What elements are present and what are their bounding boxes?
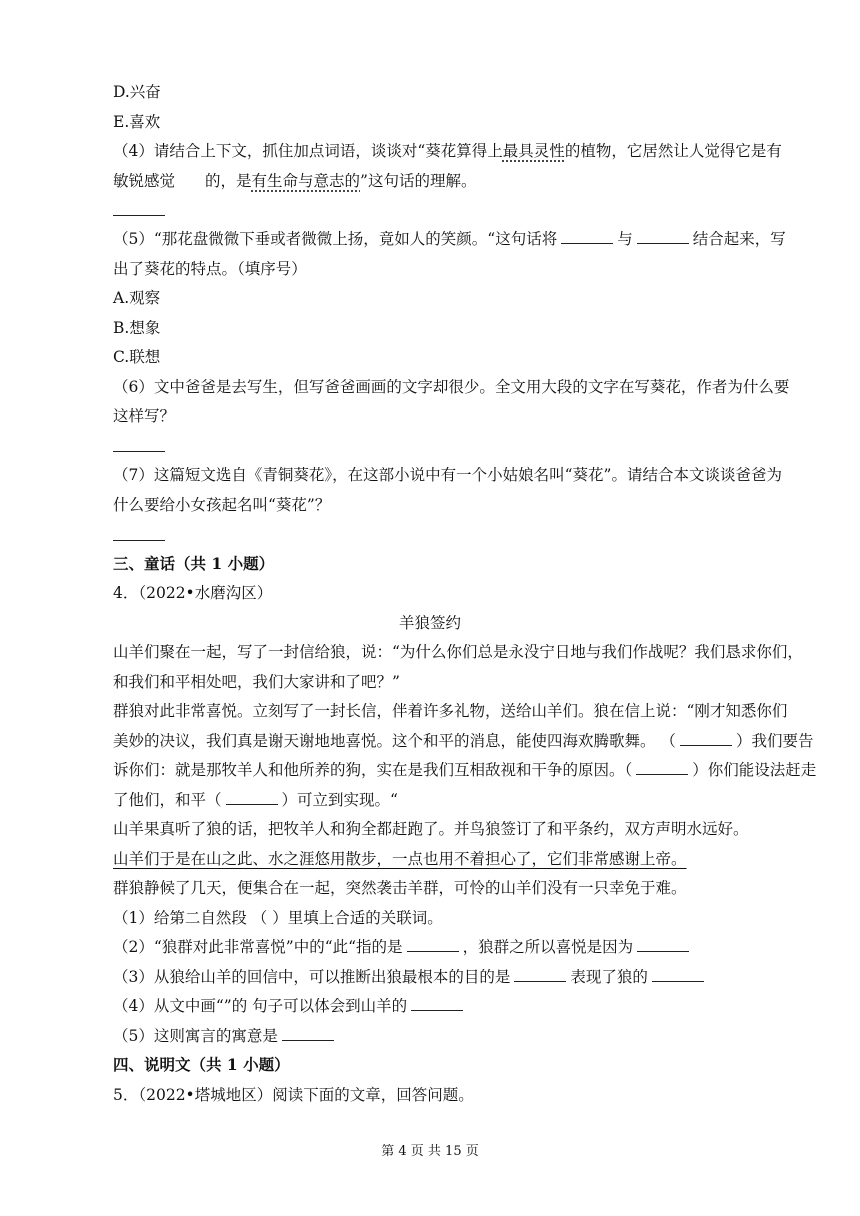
answer-blank-sq5[interactable] bbox=[282, 1026, 334, 1041]
answer-blank-sq3-2[interactable] bbox=[652, 967, 704, 982]
passage-title: 羊狼签约 bbox=[398, 614, 461, 632]
passage-text-f: ）可立到实现。“ bbox=[281, 791, 398, 809]
passage-line-9: 群狼静候了几天，便集合在一起，突然袭击羊群，可怜的山羊们没有一只幸免于难。 bbox=[113, 879, 687, 897]
question-4-line-1 bbox=[113, 140, 782, 162]
q4-dotted-phrase-1: 最具灵性 bbox=[502, 142, 565, 160]
conjunction-blank-1[interactable] bbox=[680, 731, 732, 746]
question-4-line-2 bbox=[113, 170, 476, 192]
sub-question-2 bbox=[113, 936, 693, 958]
question-7-line-2: 什么要给小女孩起名叫“葵花”？ bbox=[113, 496, 331, 514]
passage-text-d: ）你们能设法赶走 bbox=[692, 761, 817, 779]
passage-line-5 bbox=[113, 759, 816, 781]
q5-text-b: 与 bbox=[617, 230, 633, 248]
q4-text-a: （4）请结合上下文，抓住加点词语，谈谈对“葵花算得上 bbox=[113, 142, 503, 160]
passage-text-e: 了他们，和平（ bbox=[113, 791, 222, 809]
passage-line-6 bbox=[113, 789, 398, 811]
q4-text-b: 的植物，它居然让人觉得它是有 bbox=[564, 142, 782, 160]
passage-text-b: ）我们要告 bbox=[735, 732, 814, 750]
passage-underlined-sentence: 山羊们于是在山之此、水之涯悠用散步，一点也用不着担心了，它们非常感谢上帝。 bbox=[113, 850, 687, 868]
answer-blank-q6[interactable] bbox=[113, 451, 165, 452]
section-heading-fairy-tale: 三、童话（共 1 小题） bbox=[113, 554, 275, 573]
q4-text-d: 的，是 bbox=[205, 172, 252, 190]
page-footer: 第 4 页 共 15 页 bbox=[381, 1144, 479, 1159]
q4-text-e: ”这句话的理解。 bbox=[360, 172, 477, 190]
passage-line-2: 和我们和平相处吧，我们大家讲和了吧？” bbox=[113, 673, 400, 691]
sub-question-1: （1）给第二自然段 （ ）里填上合适的关联词。 bbox=[113, 909, 443, 927]
question-5-line-1 bbox=[113, 228, 786, 250]
sq4-text: （4）从文中画“”的 句子可以体会到山羊的 bbox=[113, 997, 408, 1015]
question-4-source: 4．（2022•水磨沟区） bbox=[113, 584, 273, 602]
answer-blank-q7[interactable] bbox=[113, 540, 165, 541]
option-b: B.想象 bbox=[113, 319, 161, 337]
passage-line-7: 山羊果真听了狼的话，把牧羊人和狗全都赶跑了。并鸟狼签订了和平条约，双方声明水远好。 bbox=[113, 820, 749, 838]
q4-text-c: 敏锐感觉 bbox=[113, 172, 176, 190]
question-6-line-1: （6）文中爸爸是去写生，但写爸爸画画的文字却很少。全文用大段的文字在写葵花，作者为什么要 bbox=[113, 378, 790, 396]
sq2-text-b: ，狼群之所以喜悦是因为 bbox=[462, 938, 634, 956]
answer-blank-q4[interactable] bbox=[113, 215, 165, 216]
conjunction-blank-2[interactable] bbox=[636, 760, 688, 775]
q4-dotted-phrase-2: 有生命与意志的 bbox=[251, 172, 361, 190]
option-c: C.联想 bbox=[113, 348, 161, 366]
answer-blank-q5-1[interactable] bbox=[561, 229, 613, 244]
answer-blank-sq4[interactable] bbox=[411, 996, 463, 1011]
option-d: D.兴奋 bbox=[113, 83, 161, 101]
question-6-line-2: 这样写？ bbox=[113, 407, 176, 425]
passage-text-a: 美妙的决议，我们真是谢天谢地地喜悦。这个和平的消息，能使四海欢腾歌舞。 （ bbox=[113, 732, 676, 750]
sq2-text-a: （2）“狼群对此非常喜悦”中的“此“指的是 bbox=[113, 938, 403, 956]
sq3-text-b: 表现了狼的 bbox=[570, 968, 648, 986]
passage-text-c: 诉你们：就是那牧羊人和他所养的狗，实在是我们互相敌视和干争的原因。（ bbox=[113, 761, 633, 779]
question-5-source: 5．（2022•塔城地区）阅读下面的文章，回答问题。 bbox=[113, 1086, 474, 1104]
answer-blank-sq3-1[interactable] bbox=[514, 967, 566, 982]
passage-line-3: 群狼对此非常喜悦。立刻写了一封长信，伴着许多礼物，送给山羊们。狼在信上说：“刚才知悉你们 bbox=[113, 702, 788, 720]
option-e: E.喜欢 bbox=[113, 113, 161, 131]
answer-blank-sq2-1[interactable] bbox=[407, 937, 459, 952]
passage-line-1: 山羊们聚在一起，写了一封信给狼，说：“为什么你们总是永没宁日地与我们作战呢？我们恳求你们， bbox=[113, 643, 803, 661]
sq3-text-a: （3）从狼给山羊的回信中，可以推断出狼最根本的目的是 bbox=[113, 968, 511, 986]
section-heading-expository: 四、说明文（共 1 小题） bbox=[113, 1055, 290, 1074]
q5-text-a: （5）“那花盘微微下垂或者微微上扬，竟如人的笑颜。“这句话将 bbox=[113, 230, 558, 248]
question-7-line-1: （7）这篇短文选自《青铜葵花》，在这部小说中有一个小姑娘名叫“葵花”。请结合本文谈谈爸爸为 bbox=[113, 466, 782, 484]
conjunction-blank-3[interactable] bbox=[226, 790, 278, 805]
answer-blank-sq2-2[interactable] bbox=[637, 937, 689, 952]
passage-line-4 bbox=[113, 730, 813, 752]
sub-question-4 bbox=[113, 995, 467, 1017]
option-a: A.观察 bbox=[113, 289, 161, 307]
answer-blank-q5-2[interactable] bbox=[637, 229, 689, 244]
sq5-text: （5）这则寓言的寓意是 bbox=[113, 1027, 278, 1045]
sub-question-5 bbox=[113, 1025, 338, 1047]
q5-text-c: 结合起来，写 bbox=[692, 230, 786, 248]
sub-question-3 bbox=[113, 966, 708, 988]
question-5-line-2: 出了葵花的特点。（填序号） bbox=[113, 260, 307, 278]
